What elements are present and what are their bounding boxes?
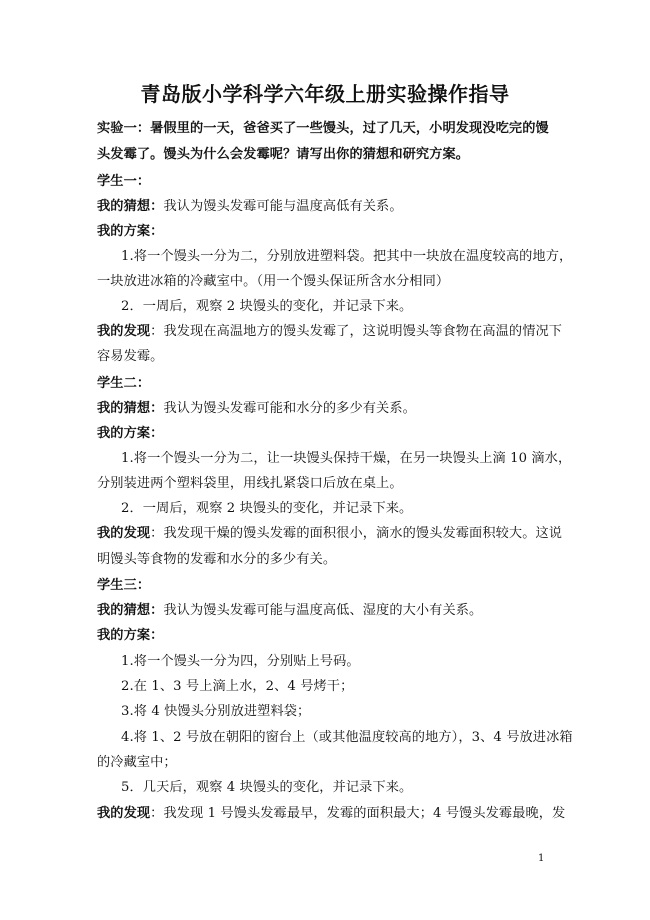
guess-text: 我认为馒头发霉可能与温度高低有关系。 [163, 199, 403, 214]
student-three-plan-label: 我的方案： [97, 628, 164, 643]
student-two-heading: 学生二： [97, 376, 151, 391]
student-three-heading: 学生三： [97, 578, 151, 593]
student-three-guess [97, 601, 482, 621]
student-three-step-1: 1.将一个馒头一分为四，分别贴上号码。 [121, 654, 360, 669]
student-three-step-4-line-2: 的冷藏室中； [97, 755, 177, 770]
finding-text: ：我发现干燥的馒头发霉的面积很小，滴水的馒头发霉面积较大。这说 [150, 526, 563, 541]
student-two-step-1-line-1: 1.将一个馒头一分为二，让一块馒头保持干燥，在另一块馒头上滴 10 滴水， [121, 451, 572, 466]
student-one-finding-line-1 [97, 322, 562, 342]
student-three-step-3: 3.将 4 快馒头分别放进塑料袋； [121, 704, 311, 719]
experiment-question-line-1: 实验一：暑假里的一天，爸爸买了一些馒头，过了几天，小明发现没吃完的馒 [97, 121, 549, 136]
student-three-finding-line-1 [97, 804, 565, 824]
page-title: 青岛版小学科学六年级上册实验操作指导 [140, 82, 510, 106]
student-three-step-2: 2.在 1、3 号上滴上水，2、4 号烤干； [121, 679, 354, 694]
student-two-guess [97, 399, 416, 419]
student-one-plan-label: 我的方案： [97, 224, 164, 239]
student-three-step-5: 5．几天后，观察 4 块馒头的变化，并记录下来。 [121, 780, 413, 795]
student-three-step-4-line-1: 4.将 1、2 号放在朝阳的窗台上（或其他温度较高的地方），3、4 号放进冰箱 [121, 730, 573, 745]
student-two-step-1-line-2: 分别装进两个塑料袋里，用线扎紧袋口后放在桌上。 [97, 476, 403, 491]
guess-label: 我的猜想： [97, 199, 164, 214]
page-number: 1 [538, 853, 545, 864]
student-two-step-2: 2．一周后，观察 2 块馒头的变化，并记录下来。 [121, 501, 413, 516]
finding-text: ：我发现在高温地方的馒头发霉了，这说明馒头等食物在高温的情况下 [150, 324, 563, 339]
finding-label: 我的发现 [97, 526, 151, 541]
guess-text: 我认为馒头发霉可能和水分的多少有关系。 [163, 401, 416, 416]
student-two-plan-label: 我的方案： [97, 426, 164, 441]
guess-label: 我的猜想： [97, 603, 164, 618]
student-two-finding-line-1 [97, 524, 562, 544]
student-one-step-1-line-1: 1.将一个馒头一分为二，分别放进塑料袋。把其中一块放在温度较高的地方， [121, 249, 573, 264]
student-one-finding-line-2: 容易发霉。 [97, 349, 164, 364]
guess-text: 我认为馒头发霉可能与温度高低、湿度的大小有关系。 [163, 603, 483, 618]
finding-label: 我的发现 [97, 806, 151, 821]
student-one-step-2: 2．一周后，观察 2 块馒头的变化，并记录下来。 [121, 299, 413, 314]
student-one-step-1-line-2: 一块放进冰箱的冷藏室中。（用一个馒头保证所含水分相同） [97, 274, 450, 289]
student-one-guess [97, 197, 403, 217]
student-two-finding-line-2: 明馒头等食物的发霉和水分的多少有关。 [97, 552, 337, 567]
student-one-heading: 学生一： [97, 174, 151, 189]
guess-label: 我的猜想： [97, 401, 164, 416]
finding-label: 我的发现 [97, 324, 151, 339]
finding-text: ：我发现 1 号馒头发霉最早，发霉的面积最大；4 号馒头发霉最晚，发 [150, 806, 566, 821]
experiment-question-line-2: 头发霉了。馒头为什么会发霉呢？请写出你的猜想和研究方案。 [97, 147, 470, 162]
